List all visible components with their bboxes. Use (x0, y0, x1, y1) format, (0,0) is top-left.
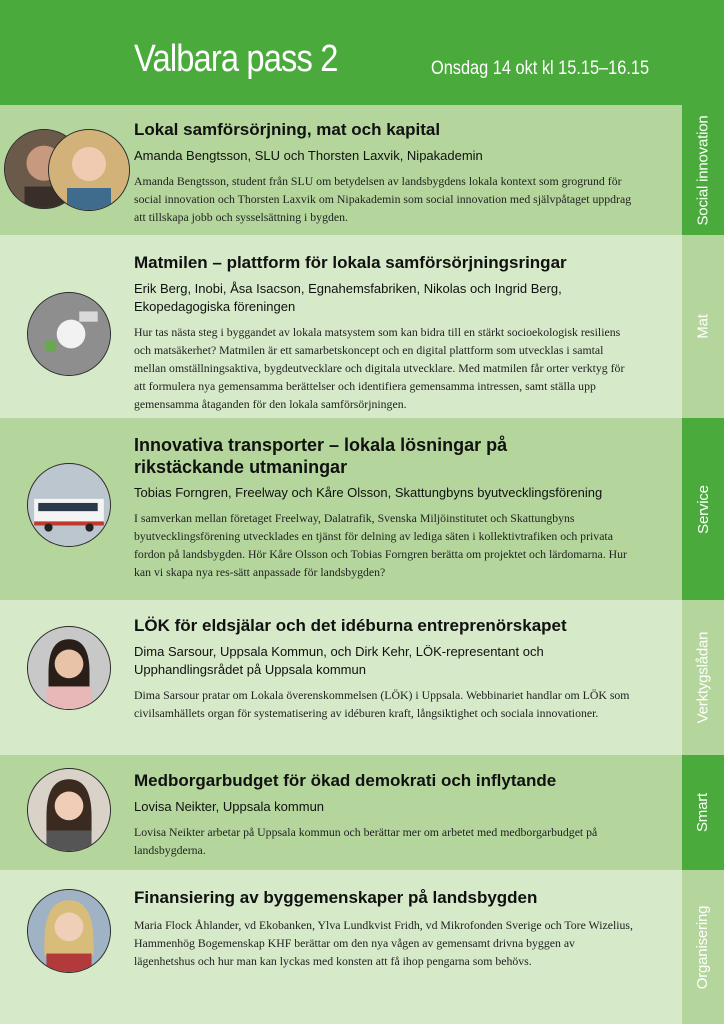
session-speakers: Tobias Forngren, Freelway och Kåre Olsson, Skattungbyns byutvecklingsförening (134, 485, 603, 500)
session-photo-table (27, 292, 111, 376)
session-content (134, 887, 634, 970)
tag-mat: Mat (682, 235, 724, 418)
session-content (134, 615, 634, 722)
session-description: Dima Sarsour pratar om Lokala överenskommelsen (LÖK) i Uppsala. Webbinariet handlar om LÖK som civilsamhällets organ för systematisering av idéburen kraft, långsiktighet och sociala innovationer. (134, 688, 630, 720)
session-2 (0, 235, 682, 418)
session-title: Lokal samförsörjning, mat och kapital (134, 120, 441, 139)
session-speakers: Erik Berg, Inobi, Åsa Isacson, Egnahemsfabriken, Nikolas och Ingrid Berg, Ekopedagogiska föreningen (134, 281, 562, 314)
tag-social-innovation: Social innovation (682, 105, 724, 235)
session-description: Hur tas nästa steg i byggandet av lokala matsystem som kan bidra till en stärkt socioekologisk resiliens och matsäkerhet? Matmilen är ett samarbetskoncept och en digital plattform som utvecklas i samtal mellan omställningsaktiva, bygdeutvecklare och digitala utvecklare. Med matmilen får orter verktyg för att formulera nya gemensamma berättelser och identifiera gemensamma intressen, samt ställa upp gemensamma åtaganden för den lokala samförsörjningen. (134, 325, 625, 411)
session-content (134, 252, 634, 413)
session-title: Finansiering av byggemenskaper på landsbygden (134, 888, 538, 907)
session-description: Amanda Bengtsson, student från SLU om betydelsen av landsbygdens lokala kontext som grogrund för social innovation och Thorsten Laxvik om Nipakademin som social innovation med självpåtaget uppdrag att tillskapa jobb och sysselsättning i bygden. (134, 174, 632, 224)
session-title: LÖK för eldsjälar och det idéburna entreprenörskapet (134, 616, 567, 635)
session-content (134, 770, 634, 859)
session-description: Lovisa Neikter arbetar på Uppsala kommun och berättar mer om arbetet med medborgarbudget på landsbygderna. (134, 825, 598, 857)
tag-service: Service (682, 418, 724, 600)
session-4 (0, 600, 682, 755)
speaker-photo-woman (48, 129, 130, 211)
tag-verktygsladan: Verktygslådan (682, 600, 724, 755)
session-title: Medborgarbudget för ökad demokrati och inflytande (134, 771, 557, 790)
speaker-photo (27, 768, 111, 852)
session-content (134, 119, 634, 226)
tag-smart: Smart (682, 755, 724, 870)
session-1 (0, 105, 682, 235)
tag-organisering: Organisering (682, 870, 724, 1024)
page-header (0, 0, 724, 105)
session-speakers: Amanda Bengtsson, SLU och Thorsten Laxvik, Nipakademin (134, 148, 483, 163)
speaker-photo (27, 889, 111, 973)
session-6 (0, 870, 682, 1024)
session-description: I samverkan mellan företaget Freelway, Dalatrafik, Svenska Miljöinstitutet och Skattungbyns byutvecklingsförening utvecklades en tjänst för delning av lediga säten i kollektivtrafiken och privata fordon på landsbygden. Hör Kåre Olsson och Tobias Forngren berätta om projektet och lärdomarna. Hur kan vi skapa nya res-sätt anpassade för landsbygden? (134, 511, 627, 579)
session-speakers: Lovisa Neikter, Uppsala kommun (134, 799, 325, 814)
session-3 (0, 418, 682, 600)
speaker-photo (27, 626, 111, 710)
session-title: Matmilen – plattform för lokala samförsörjningsringar (134, 253, 567, 272)
session-title: Innovativa transporter – lokala lösningar på rikstäckande utmaningar (134, 435, 508, 477)
page-title: Valbara pass 2 (134, 38, 338, 80)
session-description: Maria Flock Åhlander, vd Ekobanken, Ylva Lundkvist Fridh, vd Mikrofonden Sverige och Tore Wizelius, Hammenhög Bogemenskap KHF berättar om den nya vågen av gemensamt drivna byggen av lägenhetshus och hur man kan lyckas med konsten att få ihop pengarna som behövs. (134, 918, 633, 968)
session-content (134, 434, 634, 581)
session-photo-bus (27, 463, 111, 547)
session-5 (0, 755, 682, 870)
session-speakers: Dima Sarsour, Uppsala Kommun, och Dirk Kehr, LÖK-representant och Upphandlingsrådet på Uppsala kommun (134, 644, 544, 677)
session-date: Onsdag 14 okt kl 15.15–16.15 (431, 58, 650, 79)
